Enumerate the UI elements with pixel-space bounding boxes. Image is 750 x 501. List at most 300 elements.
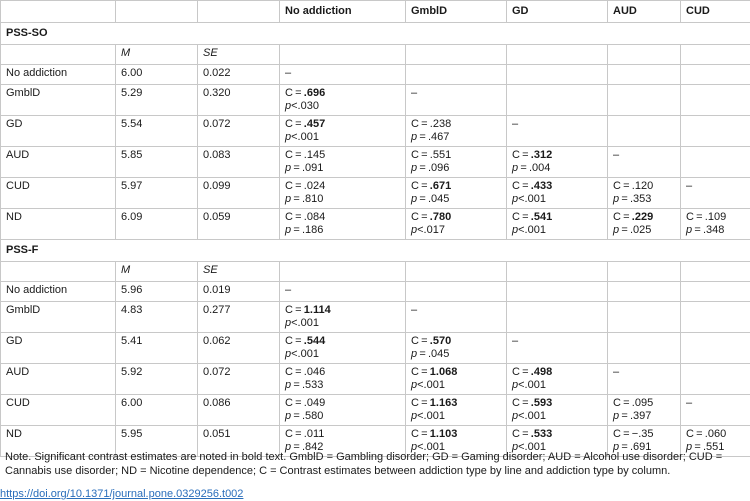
c-prefix: C =	[285, 304, 304, 316]
p-number: .691	[629, 441, 652, 453]
contrast-value: .046	[303, 366, 326, 378]
contrast-value: .095	[631, 397, 654, 409]
row-mean: 5.92	[116, 364, 198, 395]
contrast-cell	[406, 178, 507, 209]
p-letter: p	[285, 100, 292, 112]
contrast-cell	[406, 85, 507, 116]
p-eq: =	[692, 441, 703, 453]
p-value	[411, 162, 501, 175]
contrast-estimate	[512, 397, 602, 410]
c-prefix: C =	[411, 397, 430, 409]
p-letter: p	[411, 131, 418, 143]
contrast-value: .011	[303, 428, 325, 440]
p-value	[512, 224, 602, 237]
contrast-cell	[681, 178, 750, 209]
contrast-estimate	[411, 180, 501, 193]
contrast-value: .544	[303, 335, 326, 347]
c-prefix: C =	[613, 428, 632, 440]
p-letter: p	[411, 379, 418, 391]
contrast-estimate	[411, 428, 501, 441]
contrast-cell	[280, 364, 406, 395]
contrast-cell	[608, 302, 681, 333]
p-eq: =	[619, 224, 630, 236]
p-number: <.001	[417, 379, 445, 391]
p-value	[285, 131, 400, 144]
row-label: GmblD	[1, 85, 116, 116]
contrast-value: .696	[303, 87, 326, 99]
column-header	[198, 1, 280, 23]
header-row	[1, 1, 750, 23]
p-value	[285, 162, 400, 175]
c-prefix: C =	[686, 211, 705, 223]
contrast-cell	[507, 178, 608, 209]
c-prefix: C =	[285, 180, 304, 192]
c-prefix: C =	[411, 335, 430, 347]
row-label: ND	[1, 209, 116, 240]
c-prefix: C =	[285, 149, 304, 161]
p-number: .186	[301, 224, 324, 236]
p-eq: =	[291, 224, 302, 236]
row-se: 0.086	[198, 395, 280, 426]
contrast-estimate	[411, 335, 501, 348]
p-number: .348	[702, 224, 725, 236]
p-eq: =	[619, 441, 630, 453]
row-se: 0.099	[198, 178, 280, 209]
table-row	[1, 178, 750, 209]
contrast-value: .457	[303, 118, 326, 130]
p-letter: p	[686, 224, 693, 236]
contrast-cell	[406, 302, 507, 333]
p-letter: p	[512, 410, 519, 422]
p-value	[512, 379, 602, 392]
c-prefix: C =	[285, 118, 304, 130]
contrast-value: .433	[530, 180, 553, 192]
p-eq: =	[619, 193, 630, 205]
p-number: <.001	[291, 131, 319, 143]
p-value	[411, 379, 501, 392]
doi-link[interactable]: https://doi.org/10.1371/journal.pone.0329256.t002	[0, 488, 244, 500]
contrast-estimate	[512, 211, 602, 224]
row-mean: 5.95	[116, 426, 198, 457]
p-letter: p	[613, 193, 620, 205]
contrast-cell	[681, 147, 750, 178]
contrast-cell	[280, 209, 406, 240]
table-row	[1, 65, 750, 85]
contrast-value: 1.103	[429, 428, 458, 440]
contrast-value: .084	[303, 211, 326, 223]
row-se: 0.277	[198, 302, 280, 333]
p-value	[285, 193, 400, 206]
table-row	[1, 395, 750, 426]
p-number: <.001	[417, 441, 445, 453]
p-number: <.001	[518, 379, 546, 391]
contrast-estimate	[285, 211, 400, 224]
c-prefix: C =	[613, 397, 632, 409]
p-number: <.001	[291, 348, 319, 360]
p-letter: p	[411, 224, 418, 236]
p-value	[512, 193, 602, 206]
p-eq: =	[291, 441, 302, 453]
contrast-cell	[507, 65, 608, 85]
contrast-value: .671	[429, 180, 452, 192]
section-title-row	[1, 23, 750, 45]
p-letter: p	[686, 441, 693, 453]
p-number: .353	[629, 193, 652, 205]
dash: –	[285, 67, 292, 79]
c-prefix: C =	[285, 366, 304, 378]
table-row	[1, 147, 750, 178]
row-se: 0.059	[198, 209, 280, 240]
subheader-empty	[1, 45, 116, 65]
contrast-estimate	[411, 211, 501, 224]
contrast-estimate	[686, 428, 745, 441]
contrast-cell	[406, 65, 507, 85]
contrast-estimate	[411, 397, 501, 410]
p-letter: p	[285, 379, 292, 391]
contrast-value: 1.163	[429, 397, 458, 409]
p-value	[285, 379, 400, 392]
contrast-cell	[507, 85, 608, 116]
row-mean: 5.97	[116, 178, 198, 209]
p-number: <.001	[518, 410, 546, 422]
dash: –	[285, 284, 292, 296]
contrast-value: .238	[429, 118, 452, 130]
p-value	[512, 410, 602, 423]
row-mean: 5.41	[116, 333, 198, 364]
contrast-cell	[681, 282, 750, 302]
contrast-estimate	[411, 118, 501, 131]
contrast-estimate	[285, 149, 400, 162]
p-letter: p	[512, 224, 519, 236]
contrast-cell	[681, 85, 750, 116]
dash: –	[411, 304, 418, 316]
section-title-row	[1, 240, 750, 262]
p-letter: p	[285, 348, 292, 360]
subheader-empty	[280, 45, 406, 65]
p-eq: =	[417, 348, 428, 360]
row-mean: 6.09	[116, 209, 198, 240]
contrast-estimate	[686, 211, 745, 224]
p-number: .467	[427, 131, 450, 143]
p-value	[411, 131, 501, 144]
subheader-empty	[507, 45, 608, 65]
contrast-cell	[681, 395, 750, 426]
contrast-cell	[507, 395, 608, 426]
dash: –	[512, 118, 519, 130]
c-prefix: C =	[411, 118, 430, 130]
contrast-value: 1.068	[429, 366, 458, 378]
contrast-estimate	[512, 366, 602, 379]
p-letter: p	[411, 441, 418, 453]
row-se: 0.072	[198, 116, 280, 147]
row-se: 0.083	[198, 147, 280, 178]
p-value	[285, 317, 400, 330]
contrast-cell	[507, 364, 608, 395]
c-prefix: C =	[613, 211, 632, 223]
contrast-cell	[507, 116, 608, 147]
table-row	[1, 116, 750, 147]
c-prefix: C =	[613, 180, 632, 192]
p-number: .045	[427, 348, 450, 360]
contrast-value: .229	[631, 211, 654, 223]
p-number: <.001	[291, 317, 319, 329]
contrast-estimate	[613, 180, 675, 193]
contrast-estimate	[613, 397, 675, 410]
contrast-cell	[608, 65, 681, 85]
contrast-cell	[507, 147, 608, 178]
subheader-row	[1, 45, 750, 65]
p-letter: p	[411, 162, 418, 174]
contrast-value: .049	[303, 397, 326, 409]
contrast-estimate	[512, 428, 602, 441]
c-prefix: C =	[285, 397, 304, 409]
p-number: .096	[427, 162, 450, 174]
contrast-cell	[406, 395, 507, 426]
contrast-estimate	[285, 335, 400, 348]
p-number: <.001	[417, 410, 445, 422]
contrast-value: .533	[530, 428, 553, 440]
contrast-estimate	[285, 397, 400, 410]
contrast-value: .120	[631, 180, 654, 192]
row-se: 0.320	[198, 85, 280, 116]
section-title: PSS-SO	[1, 23, 750, 45]
c-prefix: C =	[512, 366, 531, 378]
c-prefix: C =	[285, 211, 304, 223]
subheader-empty	[608, 45, 681, 65]
p-value	[686, 224, 745, 237]
contrast-cell	[280, 85, 406, 116]
p-letter: p	[512, 379, 519, 391]
p-letter: p	[512, 441, 519, 453]
contrast-cell	[681, 364, 750, 395]
p-letter: p	[285, 317, 292, 329]
contrast-cell	[280, 116, 406, 147]
subheader-empty	[406, 45, 507, 65]
p-value	[411, 224, 501, 237]
subheader-se: SE	[198, 262, 280, 282]
row-se: 0.072	[198, 364, 280, 395]
contrast-cell	[681, 116, 750, 147]
contrast-cell	[608, 85, 681, 116]
p-number: .025	[629, 224, 652, 236]
p-letter: p	[285, 441, 292, 453]
p-value	[613, 410, 675, 423]
row-label: GmblD	[1, 302, 116, 333]
p-number: <.017	[417, 224, 445, 236]
contrast-cell	[507, 209, 608, 240]
subheader-empty	[1, 262, 116, 282]
contrast-cell	[507, 282, 608, 302]
c-prefix: C =	[686, 428, 705, 440]
p-letter: p	[613, 410, 620, 422]
row-label: No addiction	[1, 65, 116, 85]
row-label: AUD	[1, 364, 116, 395]
contrast-cell	[608, 333, 681, 364]
column-header	[116, 1, 198, 23]
p-number: .580	[301, 410, 324, 422]
subheader-empty	[681, 45, 750, 65]
p-eq: =	[291, 379, 302, 391]
contrast-cell	[681, 302, 750, 333]
contrast-cell	[280, 147, 406, 178]
contrast-cell	[608, 395, 681, 426]
p-value	[285, 410, 400, 423]
table-row	[1, 282, 750, 302]
row-mean: 6.00	[116, 395, 198, 426]
contrast-cell	[280, 302, 406, 333]
row-label: GD	[1, 333, 116, 364]
c-prefix: C =	[512, 149, 531, 161]
row-se: 0.019	[198, 282, 280, 302]
contrast-value: .780	[429, 211, 452, 223]
p-letter: p	[285, 193, 292, 205]
contrast-value: .593	[530, 397, 553, 409]
row-mean: 5.85	[116, 147, 198, 178]
contrast-cell	[608, 178, 681, 209]
contrast-estimate	[285, 87, 400, 100]
contrast-estimate	[285, 304, 400, 317]
p-eq: =	[291, 193, 302, 205]
contrast-value: −.35	[631, 428, 654, 440]
contrast-estimate	[512, 180, 602, 193]
c-prefix: C =	[512, 397, 531, 409]
contrast-cell	[608, 364, 681, 395]
p-number: .091	[301, 162, 324, 174]
c-prefix: C =	[411, 149, 430, 161]
p-eq: =	[518, 162, 529, 174]
p-value	[285, 224, 400, 237]
subheader-empty	[280, 262, 406, 282]
p-number: <.030	[291, 100, 319, 112]
p-letter: p	[512, 193, 519, 205]
p-letter: p	[613, 224, 620, 236]
p-number: <.001	[518, 193, 546, 205]
column-header: GmblD	[406, 1, 507, 23]
c-prefix: C =	[411, 211, 430, 223]
p-value	[411, 193, 501, 206]
contrast-cell	[280, 282, 406, 302]
p-value	[285, 100, 400, 113]
p-eq: =	[417, 193, 428, 205]
subheader-m: M	[116, 45, 198, 65]
c-prefix: C =	[411, 366, 430, 378]
contrast-cell	[608, 209, 681, 240]
dash: –	[613, 366, 620, 378]
contrast-cell	[507, 333, 608, 364]
contrast-cell	[406, 116, 507, 147]
section-title: PSS-F	[1, 240, 750, 262]
p-letter: p	[411, 193, 418, 205]
contrast-value: 1.114	[303, 304, 331, 316]
c-prefix: C =	[285, 87, 304, 99]
contrast-cell	[406, 209, 507, 240]
dash: –	[613, 149, 620, 161]
p-number: .004	[528, 162, 551, 174]
contrast-value: .570	[429, 335, 452, 347]
subheader-empty	[608, 262, 681, 282]
row-mean: 5.54	[116, 116, 198, 147]
p-eq: =	[291, 410, 302, 422]
p-number: .533	[301, 379, 324, 391]
p-value	[613, 193, 675, 206]
p-number: .045	[427, 193, 450, 205]
c-prefix: C =	[411, 428, 430, 440]
contrast-value: .145	[303, 149, 326, 161]
contrast-value: .060	[704, 428, 727, 440]
contrast-cell	[406, 364, 507, 395]
contrast-cell	[280, 395, 406, 426]
contrast-value: .109	[704, 211, 727, 223]
p-eq: =	[692, 224, 703, 236]
contrast-estimate	[512, 149, 602, 162]
dash: –	[686, 180, 693, 192]
contrast-estimate	[613, 211, 675, 224]
c-prefix: C =	[512, 180, 531, 192]
row-se: 0.051	[198, 426, 280, 457]
p-value	[285, 348, 400, 361]
dash: –	[512, 335, 519, 347]
contrast-cell	[681, 209, 750, 240]
row-label: No addiction	[1, 282, 116, 302]
row-label: AUD	[1, 147, 116, 178]
contrast-cell	[608, 147, 681, 178]
p-letter: p	[285, 162, 292, 174]
contrast-value: .312	[530, 149, 553, 161]
p-eq: =	[417, 131, 428, 143]
contrast-cell	[280, 178, 406, 209]
row-mean: 6.00	[116, 65, 198, 85]
p-letter: p	[411, 410, 418, 422]
column-header: No addiction	[280, 1, 406, 23]
contrast-cell	[681, 333, 750, 364]
table-row	[1, 209, 750, 240]
contrast-value: .551	[429, 149, 452, 161]
subheader-empty	[406, 262, 507, 282]
p-number: .842	[301, 441, 324, 453]
contrast-cell	[681, 65, 750, 85]
contrast-cell	[406, 147, 507, 178]
p-value	[411, 410, 501, 423]
subheader-row	[1, 262, 750, 282]
row-mean: 4.83	[116, 302, 198, 333]
row-se: 0.062	[198, 333, 280, 364]
column-header: AUD	[608, 1, 681, 23]
table-row	[1, 85, 750, 116]
contrast-cell	[280, 333, 406, 364]
p-letter: p	[285, 131, 292, 143]
column-header	[1, 1, 116, 23]
table-row	[1, 333, 750, 364]
contrast-estimate	[411, 149, 501, 162]
p-value	[512, 162, 602, 175]
contrast-estimate	[285, 180, 400, 193]
contrast-value: .541	[530, 211, 553, 223]
p-letter: p	[285, 224, 292, 236]
contrast-estimate	[411, 366, 501, 379]
p-eq: =	[291, 162, 302, 174]
table-note: Note. Significant contrast estimates are noted in bold text. GmblD = Gambling disorder; GD = Gaming disorder; AUD = Alcohol use disorder; CUD = Cannabis use disorder; ND = Nicotine dependence; C = Contrast estimates between addiction type by line and addiction type by column.	[5, 451, 723, 477]
p-letter: p	[285, 410, 292, 422]
subheader-empty	[507, 262, 608, 282]
contrast-cell	[280, 65, 406, 85]
dash: –	[411, 87, 418, 99]
p-number: .551	[702, 441, 725, 453]
p-number: .397	[629, 410, 652, 422]
contrast-cell	[608, 116, 681, 147]
p-value	[613, 224, 675, 237]
p-letter: p	[411, 348, 418, 360]
c-prefix: C =	[512, 211, 531, 223]
